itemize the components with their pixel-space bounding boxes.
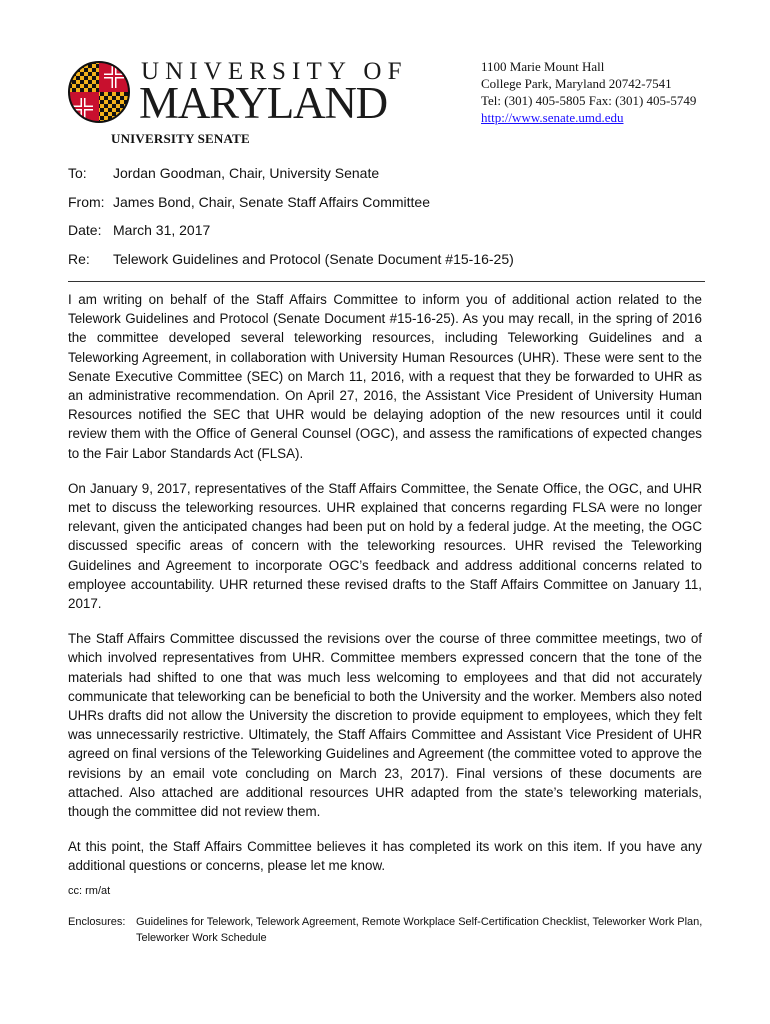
memo-body — [68, 290, 702, 892]
website-link[interactable]: http://www.senate.umd.edu — [481, 110, 624, 125]
header-divider — [68, 281, 705, 282]
maryland-seal-icon — [68, 60, 130, 124]
wordmark-main: MARYLAND — [139, 78, 387, 128]
memo-to-label: To: — [68, 165, 87, 181]
memo-from-row — [68, 194, 708, 223]
memo-to-value: Jordan Goodman, Chair, University Senate — [113, 165, 380, 181]
body-paragraph-3: The Staff Affairs Committee discussed the revisions over the course of three committee meetings, two of which involved representatives from UHR. Committee members expressed concern that the tone of the materials had shifted to one that was much less welcoming to employees and that did not accurately communicate that teleworking can be beneficial to both the University and the worker. Members also noted UHRs drafts did not allow the University the discretion to provide equipment to employees, which they felt was unnecessarily restrictive. Ultimately, the Staff Affairs Committee and Assistant Vice President of UHR agreed on final versions of the Teleworking Guidelines and Agreement (the committee voted to approve the revisions by an email vote concluding on March 23, 2017). Final versions of these documents are attached. Also attached are additional resources UHR adapted from the state’s teleworking materials, though the committee did not review them. — [68, 631, 702, 820]
address-block — [481, 58, 696, 126]
body-paragraph-1: I am writing on behalf of the Staff Affairs Committee to inform you of additional action related to the Telework Guidelines and Protocol (Senate Document #15-16-25). As you may recall, in the spring of 2016 the committee developed several teleworking resources, including Teleworking Guidelines and a Teleworking Agreement, in collaboration with University Human Resources (UHR). These were sent to the Senate Executive Committee (SEC) on March 11, 2016, with a request that they be forwarded to UHR as an administrative recommendation. On April 27, 2016, the Assistant Vice President of University Human Resources notified the SEC that UHR would be delaying adoption of the new resources until it could review them with the Office of General Counsel (OGC), and assess the ramifications of expected changes to the Fair Labor Standards Act (FLSA). — [68, 292, 702, 461]
body-paragraph-4: At this point, the Staff Affairs Committee believes it has completed its work on this item. If you have any additional questions or concerns, please let me know. — [68, 839, 702, 874]
wordmark-top: UNIVERSITY OF — [141, 58, 408, 85]
address-line-1: 1100 Marie Mount Hall — [481, 59, 605, 74]
memo-date-label: Date: — [68, 222, 102, 238]
memo-from-value: James Bond, Chair, Senate Staff Affairs Committee — [113, 193, 430, 210]
address-line-2: College Park, Maryland 20742-7541 — [481, 76, 672, 91]
university-logo — [68, 58, 428, 128]
memo-from-label: From: — [68, 193, 105, 210]
department-label: UNIVERSITY SENATE — [111, 131, 250, 146]
memo-re-label: Re: — [68, 250, 90, 267]
memo-re-row — [68, 251, 708, 280]
memo-to-row — [68, 165, 708, 194]
memo-header — [68, 165, 708, 279]
enclosures-value: Guidelines for Telework, Telework Agreement, Remote Workplace Self-Certification Checklist, Teleworker Work Plan, Teleworker Work Schedule — [136, 916, 703, 944]
enclosures-label: Enclosures: — [68, 916, 126, 928]
address-line-3: Tel: (301) 405-5805 Fax: (301) 405-5749 — [481, 93, 697, 108]
memo-date-value: March 31, 2017 — [113, 222, 211, 238]
memo-date-row — [68, 222, 708, 251]
cc-line: cc: rm/at — [68, 885, 111, 897]
memo-re-value: Telework Guidelines and Protocol (Senate Document #15-16-25) — [113, 250, 514, 267]
body-paragraph-2: On January 9, 2017, representatives of the Staff Affairs Committee, the Senate Office, the OGC, and UHR met to discuss the teleworking resources. UHR explained that concerns regarding FLSA were no longer relevant, given the anticipated changes had been put on hold by a federal judge. At the meeting, the OGC discussed specific areas of concern with the teleworking resources. UHR revised the Teleworking Guidelines and Agreement to incorporate OGC’s feedback and address additional concerns related to employee accountability. UHR returned these revised drafts to the Staff Affairs Committee on January 11, 2017. — [68, 480, 702, 612]
